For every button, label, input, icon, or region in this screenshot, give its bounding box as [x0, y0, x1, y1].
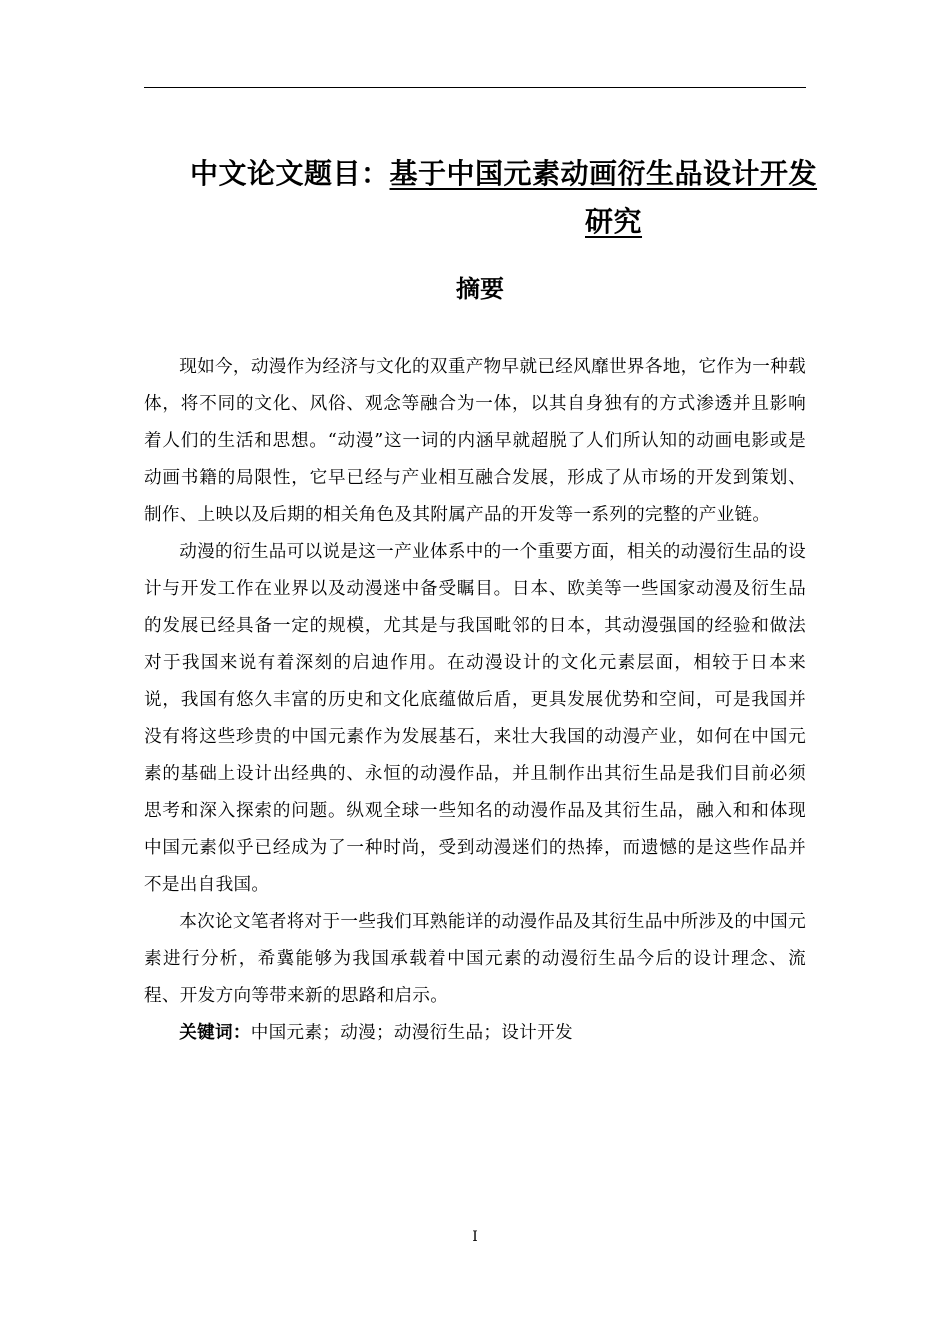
abstract-paragraph-3: 本次论文笔者将对于一些我们耳熟能详的动漫作品及其衍生品中所涉及的中国元素进行分析，希冀能够为我国承载着中国元素的动漫衍生品今后的设计理念、流程、开发方向等带来新的思路和启示。: [144, 912, 806, 1006]
abstract-paragraph-1: 现如今，动漫作为经济与文化的双重产物早就已经风靡世界各地，它作为一种载体，将不同的文化、风俗、观念等融合为一体，以其自身独有的方式渗透并且影响着人们的生活和思想。“动漫”这一词的内涵早就超脱了人们所认知的动画电影或是动画书籍的局限性，它早已经与产业相互融合发展，形成了从市场的开发到策划、制作、上映以及后期的相关角色及其附属产品的开发等一系列的完整的产业链。: [144, 357, 806, 525]
abstract-paragraph-2: 动漫的衍生品可以说是这一产业体系中的一个重要方面，相关的动漫衍生品的设计与开发工作在业界以及动漫迷中备受瞩目。日本、欧美等一些国家动漫及衍生品的发展已经具备一定的规模，尤其是与我国毗邻的日本，其动漫强国的经验和做法对于我国来说有着深刻的启迪作用。在动漫设计的文化元素层面，相较于日本来说，我国有悠久丰富的历史和文化底蕴做后盾，更具发展优势和空间，可是我国并没有将这些珍贵的中国元素作为发展基石，来壮大我国的动漫产业，如何在中国元素的基础上设计出经典的、永恒的动漫作品，并且制作出其衍生品是我们目前必须思考和深入探索的问题。纵观全球一些知名的动漫作品及其衍生品，融入和和体现中国元素似乎已经成为了一种时尚，受到动漫迷们的热捧，而遗憾的是这些作品并不是出自我国。: [144, 542, 806, 895]
abstract-heading: 摘要: [456, 275, 504, 303]
keywords-label: 关键词：: [179, 1023, 251, 1043]
page-number: I: [472, 1229, 478, 1245]
abstract-body: [144, 349, 806, 1052]
title-value-line2: 研究: [585, 205, 643, 238]
title-value-line1: 基于中国元素动画衍生品设计开发: [389, 157, 818, 190]
keywords-value: 中国元素；动漫；动漫衍生品；设计开发: [250, 1023, 573, 1043]
title-label: 中文论文题目：: [190, 157, 390, 190]
keywords-line: [144, 1015, 806, 1052]
header-rule: [144, 87, 806, 88]
thesis-title: [190, 150, 818, 246]
